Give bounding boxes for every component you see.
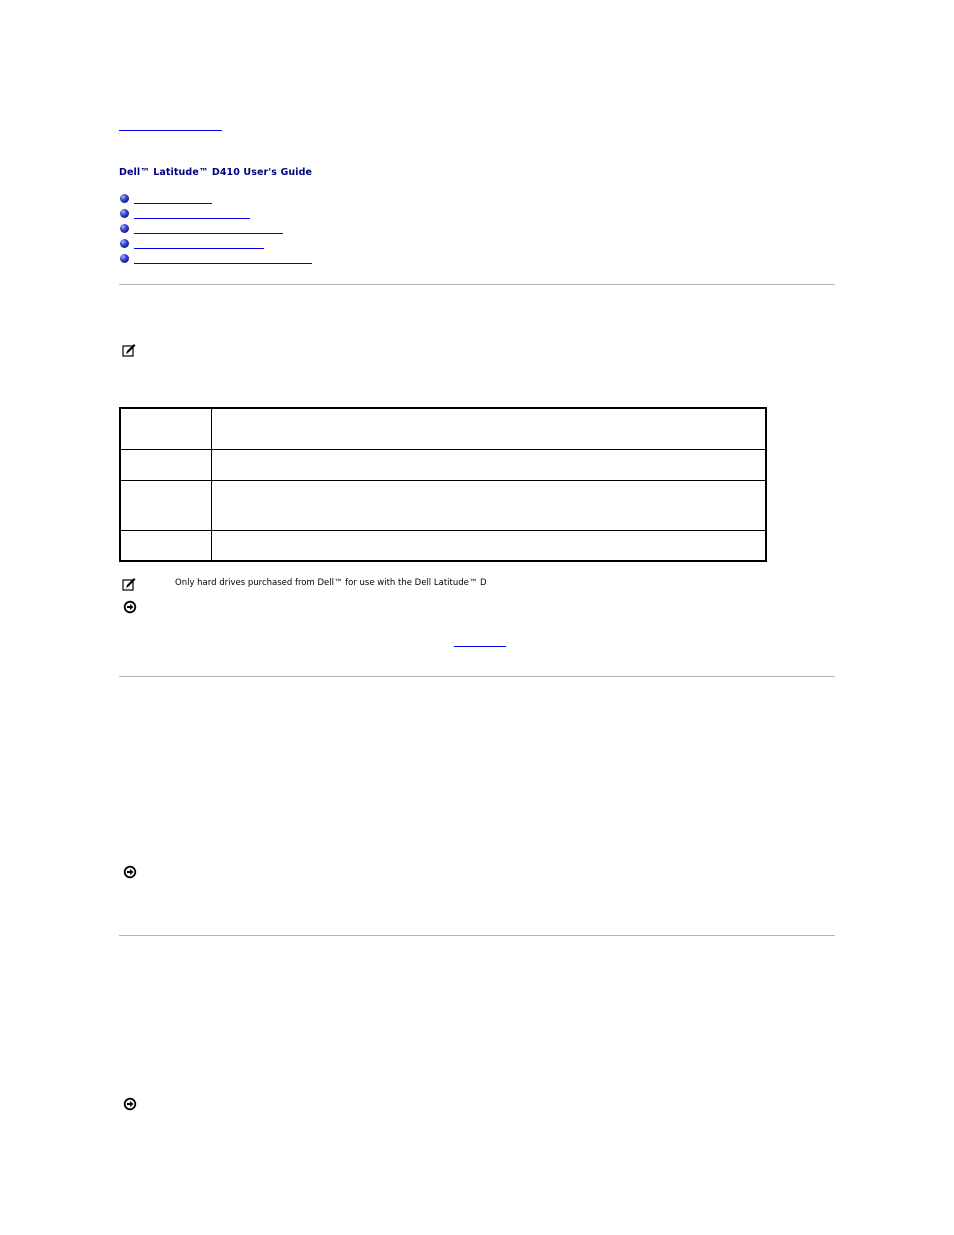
- table-cell: [212, 408, 767, 449]
- hard-drive-table: [119, 407, 767, 562]
- section-divider: [119, 676, 835, 677]
- blue-bullet-icon: [120, 209, 129, 218]
- toc-link-1[interactable]: [134, 203, 212, 204]
- back-to-contents-link[interactable]: [119, 130, 222, 131]
- toc-link-4[interactable]: [134, 248, 264, 249]
- table-cell: [120, 480, 212, 530]
- table-cell: [120, 449, 212, 480]
- blue-bullet-icon: [120, 254, 129, 263]
- toc-link-5[interactable]: [134, 263, 312, 264]
- blue-bullet-icon: [120, 194, 129, 203]
- table-cell: [120, 530, 212, 561]
- notice-arrow-icon: [123, 600, 137, 614]
- notice-arrow-icon: [123, 1097, 137, 1111]
- table-row: [120, 530, 766, 561]
- table-cell: [212, 449, 767, 480]
- guide-title: Dell™ Latitude™ D410 User's Guide: [119, 167, 313, 178]
- table-row: [120, 449, 766, 480]
- blue-bullet-icon: [120, 224, 129, 233]
- section-divider: [119, 935, 835, 936]
- table-cell: [212, 480, 767, 530]
- pencil-note-icon: [122, 577, 136, 591]
- hard-drive-note-text: Only hard drives purchased from Dell™ for use with the Dell Latitude™ D: [175, 578, 487, 588]
- table-row: [120, 480, 766, 530]
- toc-link-2[interactable]: [134, 218, 250, 219]
- section-divider: [119, 284, 835, 285]
- notice-arrow-icon: [123, 865, 137, 879]
- toc-link-3[interactable]: [134, 233, 283, 234]
- inline-reference-link[interactable]: [454, 646, 506, 647]
- table-row: [120, 408, 766, 449]
- blue-bullet-icon: [120, 239, 129, 248]
- pencil-note-icon: [122, 343, 136, 357]
- table-cell: [120, 408, 212, 449]
- table-cell: [212, 530, 767, 561]
